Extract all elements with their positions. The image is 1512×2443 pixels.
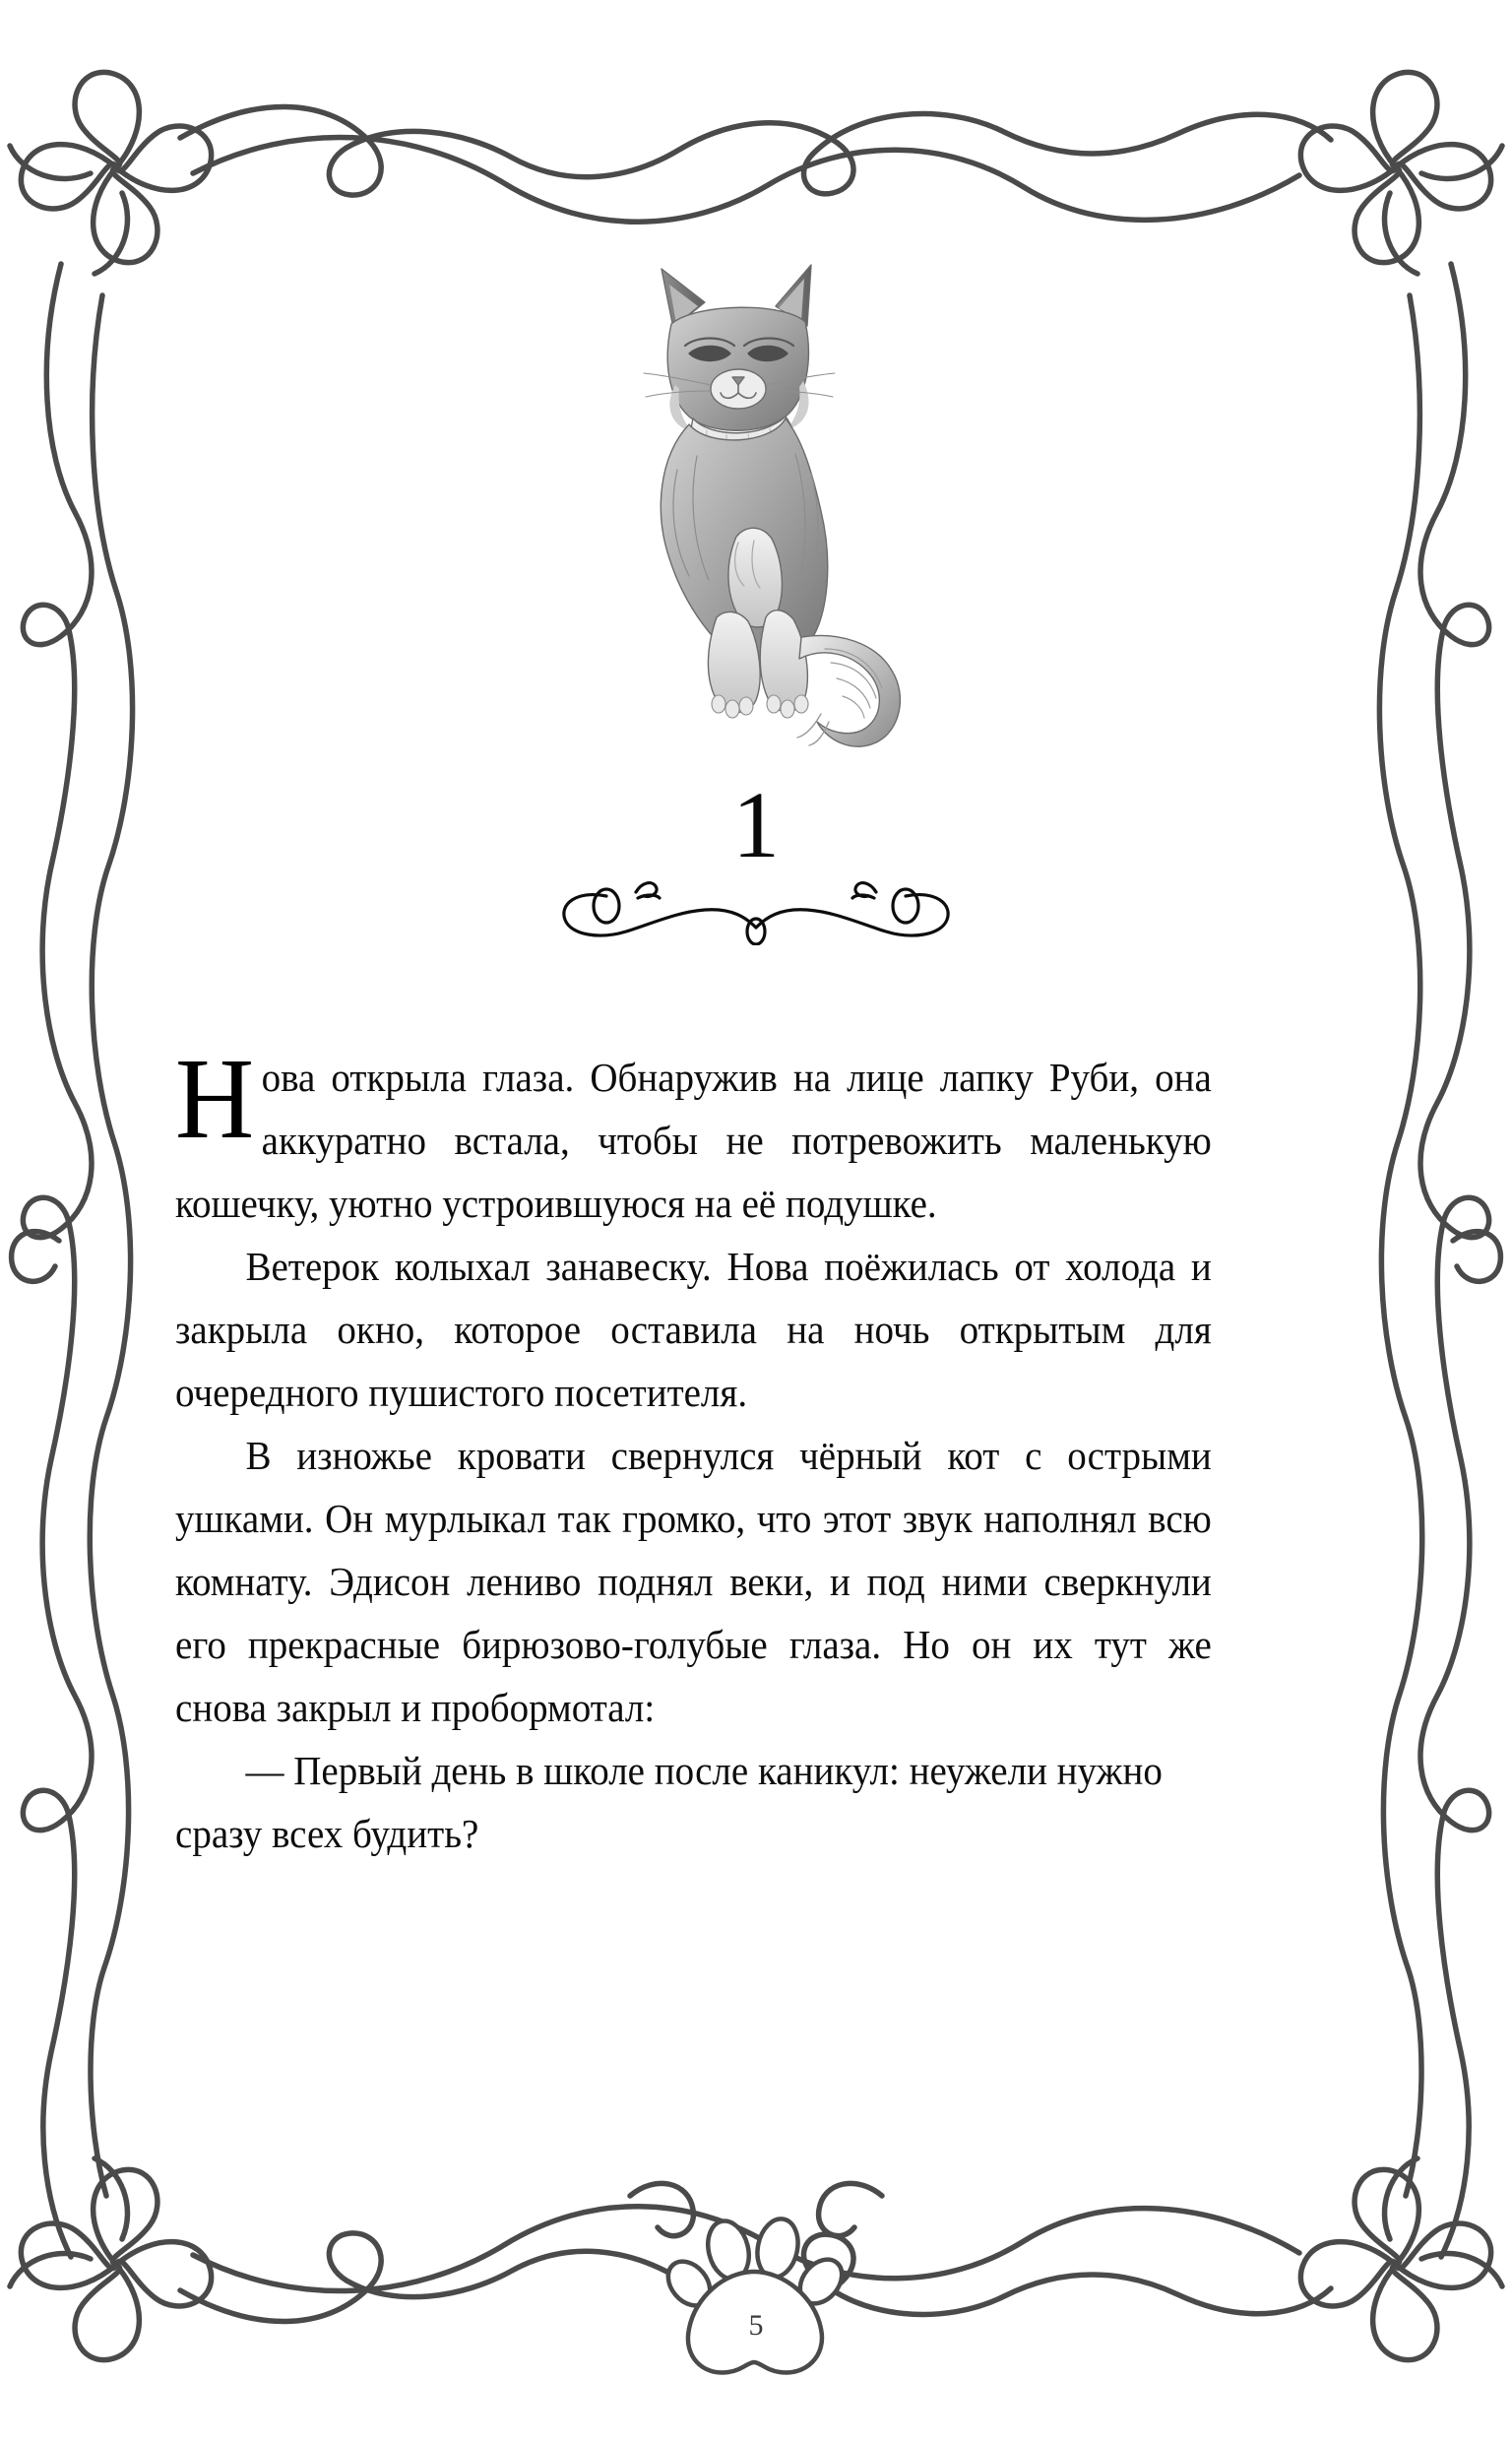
paragraph-1 xyxy=(175,1034,1212,1235)
drop-cap: Н xyxy=(175,1034,255,1163)
paragraph-3: В изножье кровати свернулся чёрный кот с острыми ушками. Он мурлыкал так громко, что этот звук наполнял всю комнату. Эдисон лениво поднял веки, и под ними сверкнули его прекрасные бирюзово-голубые глаза. Но он их тут же снова закрыл и пробормотал: xyxy=(175,1433,1212,1730)
paragraph-4: — Первый день в школе после каникул: неужели нужно сразу всех будить? xyxy=(175,1748,1163,1856)
page-number-paw xyxy=(658,2207,854,2389)
chapter-number: 1 xyxy=(732,772,780,877)
paragraph-1-text: ова открыла глаза. Обнаружив на лице лапку Руби, она аккуратно встала, чтобы не потревожить маленькую кошечку, уютно устроившуюся на её подушке. xyxy=(175,1055,1212,1226)
cat-illustration xyxy=(598,251,914,773)
page-number: 5 xyxy=(748,2309,764,2342)
body-text xyxy=(175,1034,1278,1865)
paragraph-2: Ветерок колыхал занавеску. Нова поёжилась от холода и закрыла окно, которое оставила на ночь открытым для очередного пушистого посетителя. xyxy=(175,1244,1212,1415)
chapter-divider-flourish-icon xyxy=(549,867,963,945)
